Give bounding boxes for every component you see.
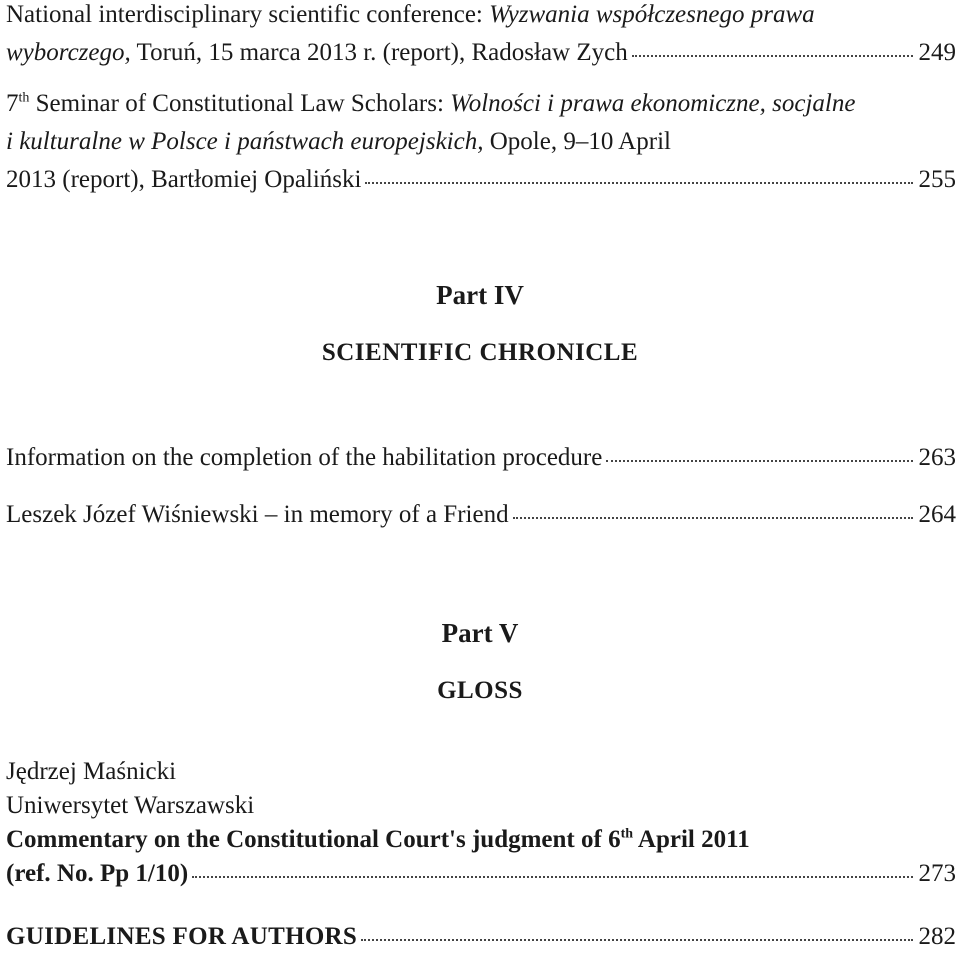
toc-entry-conference (6, 0, 956, 76)
toc-entry-line (6, 922, 956, 954)
toc-entry-line (6, 825, 956, 859)
toc-entry-line (6, 89, 956, 127)
entry-text: i kulturalne w Polsce i państwach europejskich, Opole, 9–10 April (6, 128, 671, 155)
toc-entry-guidelines (6, 922, 956, 954)
page-number: 273 (918, 860, 956, 887)
toc-entry-line (6, 0, 956, 38)
dot-leader (365, 182, 912, 184)
toc-entry-line (6, 500, 956, 538)
entry-text: GUIDELINES FOR AUTHORS (6, 923, 358, 950)
toc-entry-seminar (6, 89, 956, 203)
entry-text: Leszek Józef Wiśniewski – in memory of a Friend (6, 501, 509, 528)
author-affiliation: Uniwersytet Warszawski (6, 792, 255, 819)
toc-entry-line (6, 165, 956, 203)
page-number: 282 (918, 923, 956, 950)
entry-text: 7th Seminar of Constitutional Law Scholars: Wolności i prawa ekonomiczne, socjalne (6, 90, 856, 117)
page-number: 263 (918, 444, 956, 471)
toc-entry-line (6, 859, 956, 897)
dot-leader (632, 55, 913, 57)
part-heading: Part V (441, 618, 519, 648)
toc-entry-line (6, 443, 956, 481)
dot-leader (606, 460, 912, 462)
toc-entry-memory (6, 500, 956, 538)
toc-entry-commentary (6, 757, 956, 897)
toc-entry-habilitation (6, 443, 956, 481)
entry-title: Commentary on the Constitutional Court's judgment of 6th April 2011 (6, 826, 750, 853)
dot-leader (513, 517, 913, 519)
entry-text: National interdisciplinary scientific conference: Wyzwania współczesnego prawa (6, 1, 815, 28)
dot-leader (192, 876, 912, 878)
entry-text: wyborczego, Toruń, 15 marca 2013 r. (report), Radosław Zych (6, 39, 628, 66)
author-name: Jędrzej Maśnicki (6, 758, 177, 785)
affiliation-line (6, 791, 956, 825)
toc-entry-line (6, 127, 956, 165)
entry-title: (ref. No. Pp 1/10) (6, 860, 189, 887)
page-number: 255 (918, 166, 956, 193)
author-line (6, 757, 956, 791)
dot-leader (361, 939, 912, 941)
section-heading: SCIENTIFIC CHRONICLE (321, 339, 639, 366)
page-number: 249 (918, 39, 956, 66)
page-number: 264 (918, 501, 956, 528)
entry-text: 2013 (report), Bartłomiej Opaliński (6, 166, 362, 193)
toc-entry-line (6, 38, 956, 76)
section-heading: GLOSS (437, 677, 523, 704)
part-heading: Part IV (436, 280, 524, 310)
entry-text: Information on the completion of the habilitation procedure (6, 444, 603, 471)
